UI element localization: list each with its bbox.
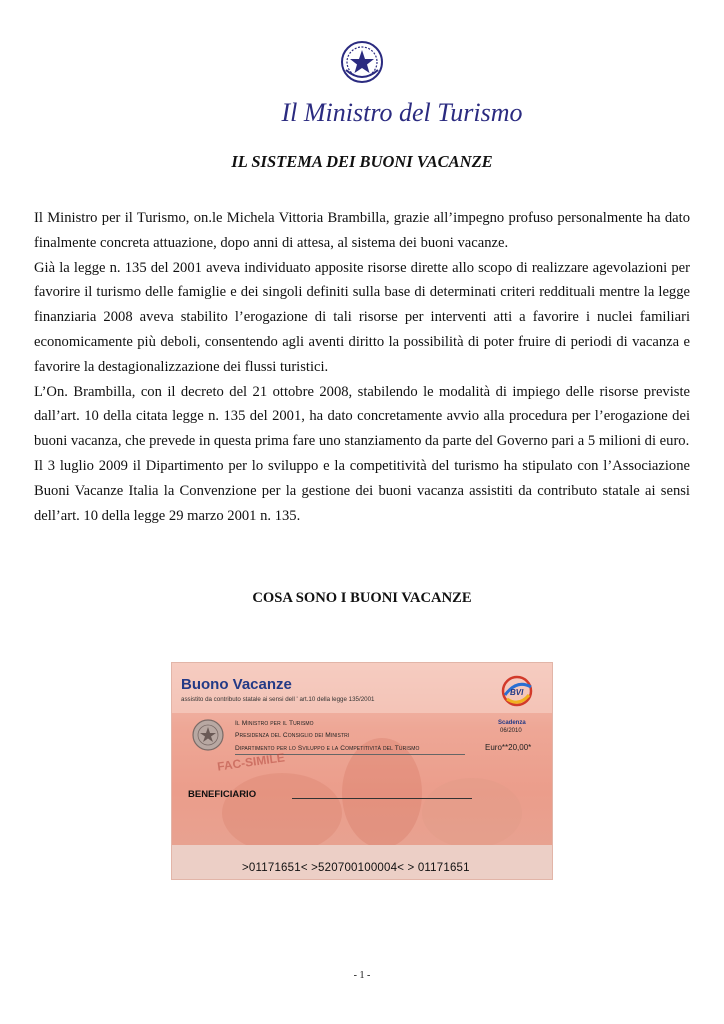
voucher-image	[172, 663, 552, 879]
paragraph: L’On. Brambilla, con il decreto del 21 ottobre 2008, stabilendo le modalità di impiego delle risorse previste dall’art. 10 della citata legge n. 135 del 2001, ha dato concretamente avvio alla procedura per l’erogazione dei buoni vacanza, che prevede in questa prima fare uno stanziamento da parte del Governo pari a 5 milioni di euro.	[34, 383, 690, 450]
voucher-subtitle: assistito da contributo statale ai sensi dell ' art.10 della legge 135/2001	[181, 696, 375, 703]
section-title: COSA SONO I BUONI VACANZE	[252, 590, 472, 606]
voucher-line-presidenza: Presidenza del Consiglio dei Ministri	[235, 732, 350, 739]
voucher-line-dipartimento: Dipartimento per lo Sviluppo e la Competitività del Turismo	[235, 745, 420, 752]
page-number: - 1 -	[353, 970, 371, 981]
voucher-scadenza-label: Scadenza	[498, 720, 526, 726]
voucher-scadenza-date: 06/2010	[500, 728, 522, 734]
voucher-beneficiary-line	[292, 798, 472, 799]
voucher-line-ministro: Il Ministro per il Turismo	[235, 720, 314, 727]
paragraph: Il Ministro per il Turismo, on.le Michela Vittoria Brambilla, grazie all’impegno profuso personalmente ha dato finalmente concreta attuazione, dopo anni di attesa, al sistema dei buoni vacanze.	[34, 210, 690, 251]
paragraph: Il 3 luglio 2009 il Dipartimento per lo sviluppo e la competitività del turismo ha stipulato con l’Associazione Buoni Vacanze Italia la Convenzione per la gestione dei buoni vacanza assistiti da contributo statale ai sensi dell’art. 10 della legge 29 marzo 2001 n. 135.	[34, 457, 690, 524]
bvi-logo-icon	[497, 673, 537, 709]
voucher-title: Buono Vacanze	[181, 676, 292, 693]
document-title: IL SISTEMA DEI BUONI VACANZE	[231, 152, 493, 171]
body-text	[34, 206, 690, 528]
italian-republic-emblem-icon	[340, 40, 384, 84]
paragraph: Già la legge n. 135 del 2001 aveva individuato apposite risorse dirette allo scopo di realizzare agevolazioni per favorire il turismo delle famiglie e dei singoli definiti sulla base di determinati criteri reddituali mentre la legge finanziaria 2008 aveva stabilito l’erogazione di tali risorse per interventi atti a favorire i nuclei familiari economicamente più deboli, consentendo agli aventi diritto la possibilità di poter fruire di periodi di vacanza e favorire la destagionalizzazione dei flussi turistici.	[34, 259, 690, 375]
voucher-amount: Euro**20,00*	[485, 743, 532, 752]
voucher-code: >01171651< >520700100004< > 01171651	[242, 862, 470, 874]
svg-text:BVI: BVI	[510, 688, 524, 697]
republic-seal-icon	[191, 718, 225, 752]
ministry-title: Il Ministro del Turismo	[281, 98, 523, 127]
voucher-beneficiary-label: BENEFICIARIO	[188, 789, 257, 800]
voucher-fac-simile-stamp: FAC-SIMILE	[216, 750, 286, 774]
